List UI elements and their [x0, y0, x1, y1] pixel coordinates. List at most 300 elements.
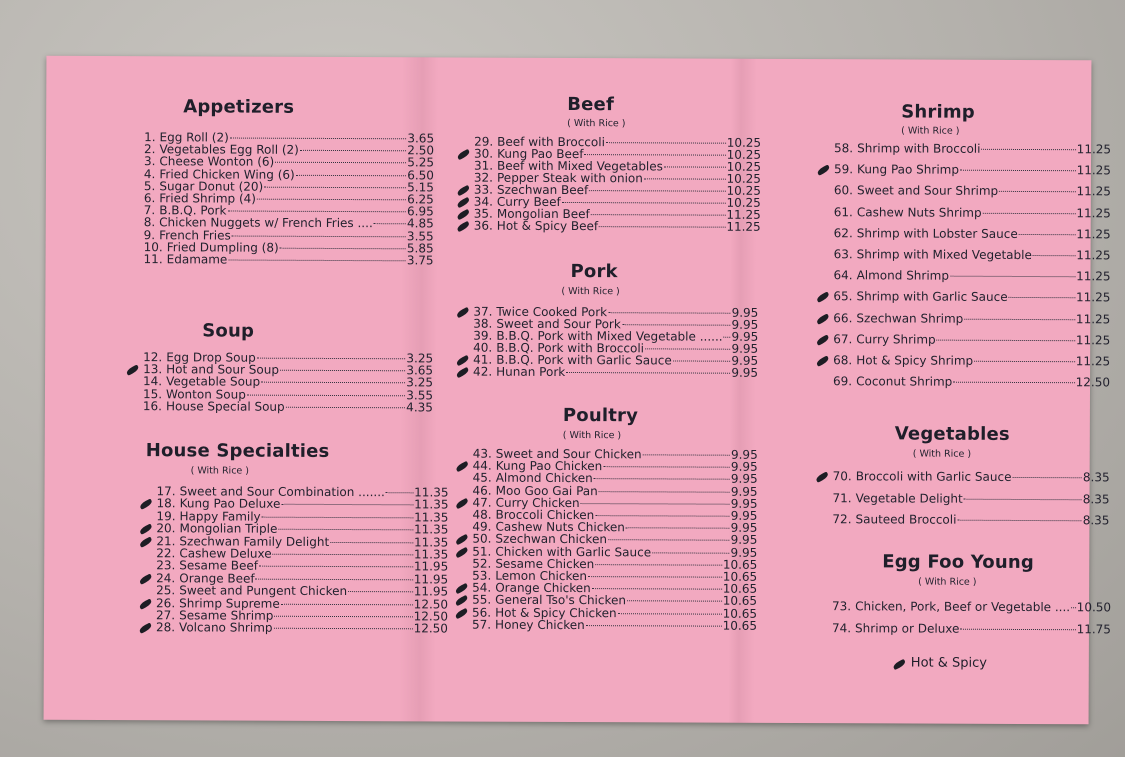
leader-dots	[348, 590, 413, 592]
item-name: Sesame Shrimp	[179, 608, 274, 623]
item-number: 25.	[156, 583, 176, 598]
leader-dots	[230, 137, 407, 140]
item-price: 11.95	[413, 559, 449, 574]
item-name: Volcano Shrimp	[179, 620, 273, 636]
leader-dots	[232, 234, 406, 237]
item-name: Hot & Spicy Chicken	[495, 605, 617, 620]
leader-dots	[581, 502, 730, 505]
leader-dots	[264, 185, 406, 188]
item-name: Cheese Wonton (6)	[159, 154, 275, 170]
item-number: 67.	[833, 331, 853, 347]
leader-dots	[274, 627, 413, 630]
item-price: 11.35	[413, 547, 449, 562]
item-price: 11.25	[1075, 311, 1111, 326]
leader-dots	[296, 173, 407, 175]
item-price: 3.75	[406, 253, 434, 268]
item-name: Chicken, Pork, Beef or Vegetable ....	[855, 599, 1071, 615]
item-price: 6.25	[407, 192, 434, 207]
panel-left	[84, 56, 449, 721]
item-number: 30.	[474, 146, 494, 161]
leader-dots	[603, 465, 730, 468]
leader-dots	[1071, 606, 1076, 608]
leader-dots	[1012, 476, 1081, 478]
menu-item-11	[144, 252, 434, 267]
leader-dots	[259, 565, 413, 568]
item-number: 61.	[833, 204, 853, 219]
leader-dots	[228, 259, 406, 262]
item-number: 57.	[471, 617, 492, 632]
pepper-icon	[454, 583, 468, 594]
item-number: 6.	[143, 191, 156, 206]
item-number: 50.	[472, 531, 492, 547]
item-price: 10.65	[722, 594, 758, 609]
item-price: 12.50	[413, 621, 448, 636]
item-name: Chicken Nuggets w/ French Fries ....	[159, 215, 373, 231]
item-price: 11.75	[1076, 621, 1111, 636]
item-name: Sweet and Sour Shrimp	[856, 183, 999, 199]
leader-dots	[256, 577, 413, 580]
item-price: 11.25	[726, 219, 761, 234]
item-name: Shrimp with Mixed Vegetable	[856, 247, 1032, 263]
item-price: 11.25	[1076, 163, 1111, 178]
item-name: Cashew Nuts Chicken	[495, 519, 625, 535]
leader-dots	[981, 148, 1075, 150]
leader-dots	[957, 519, 1081, 522]
item-name: B.B.Q. Pork with Mixed Vegetable ......	[496, 328, 723, 344]
item-number: 38.	[473, 316, 493, 331]
item-name: Almond Chicken	[495, 471, 593, 486]
item-name: Sweet and Pungent Chicken	[179, 583, 348, 599]
item-price: 10.65	[722, 557, 758, 572]
item-number: 23.	[156, 558, 176, 573]
leader-dots	[280, 369, 405, 372]
appetizers-heading: Appetizers	[183, 96, 295, 118]
item-price: 9.95	[730, 472, 758, 487]
pepper-icon	[455, 546, 469, 557]
pepper-icon	[456, 221, 470, 232]
leader-dots	[608, 311, 730, 314]
leader-dots	[257, 198, 406, 201]
item-price: 10.25	[726, 147, 762, 162]
pepper-icon	[454, 595, 468, 606]
soup-heading: Soup	[202, 320, 255, 342]
pepper-icon	[139, 573, 153, 584]
item-price: 8.35	[1082, 513, 1110, 528]
vegetables-heading: Vegetables	[894, 423, 1010, 445]
leader-dots	[643, 453, 730, 455]
item-number: 37.	[473, 304, 493, 319]
shrimp-heading: Shrimp	[901, 101, 975, 123]
item-name: Curry Shrimp	[856, 332, 936, 347]
leader-dots	[374, 223, 406, 225]
pepper-icon	[816, 334, 830, 345]
leader-dots	[286, 406, 406, 409]
leader-dots	[566, 371, 730, 374]
item-number: 33.	[473, 182, 493, 197]
pepper-icon	[139, 524, 153, 535]
item-name: Coconut Shrimp	[856, 374, 953, 389]
item-number: 63.	[833, 247, 853, 262]
item-number: 72.	[832, 512, 852, 527]
item-number: 74.	[831, 620, 852, 635]
item-name: Egg Drop Soup	[166, 350, 256, 365]
menu-item-63	[834, 247, 1111, 262]
menu-item-61	[834, 205, 1111, 220]
item-name: Szechwan Beef	[496, 182, 589, 198]
item-price: 10.65	[722, 618, 758, 633]
item-price: 9.95	[730, 508, 758, 523]
leader-dots	[588, 575, 722, 578]
item-price: 10.65	[722, 606, 758, 621]
item-name: Broccoli with Garlic Sauce	[855, 469, 1012, 484]
item-number: 49.	[472, 519, 492, 534]
hot-spicy-legend: Hot & Spicy	[910, 655, 988, 671]
item-price: 12.50	[413, 596, 449, 612]
item-name: Shrimp with Broccoli	[857, 141, 981, 156]
item-price: 9.95	[731, 329, 759, 344]
leader-dots	[591, 213, 726, 216]
house-specialties-subtitle: ( With Rice )	[190, 465, 250, 477]
item-name: Curry Beef	[496, 194, 561, 209]
item-number: 20.	[156, 521, 176, 536]
item-price: 12.50	[413, 609, 449, 624]
item-price: 9.95	[731, 305, 759, 320]
pepper-icon	[456, 209, 470, 220]
item-number: 40.	[473, 340, 493, 355]
beef-subtitle: ( With Rice )	[567, 117, 626, 130]
pepper-icon	[456, 149, 470, 160]
leader-dots	[300, 149, 406, 151]
item-name: Curry Chicken	[495, 495, 580, 510]
item-price: 5.15	[407, 180, 434, 195]
item-name: Honey Chicken	[495, 617, 585, 632]
item-price: 10.25	[726, 159, 762, 174]
item-name: Sweet and Sour Combination .......	[179, 484, 385, 500]
item-number: 47.	[472, 495, 492, 510]
item-number: 27.	[155, 608, 176, 623]
leader-dots	[595, 563, 722, 566]
menu-item-57	[472, 617, 757, 632]
item-price: 9.95	[730, 459, 758, 475]
item-price: 11.25	[1076, 142, 1112, 157]
menu-item-64	[833, 268, 1110, 283]
leader-dots	[281, 602, 413, 605]
item-number: 54.	[472, 580, 492, 595]
leader-dots	[274, 615, 412, 618]
leader-dots	[281, 503, 413, 506]
pepper-icon	[125, 365, 139, 376]
item-name: Egg Roll (2)	[159, 130, 229, 145]
item-number: 69.	[833, 374, 853, 389]
menu-item-68	[833, 353, 1110, 368]
item-price: 11.25	[1076, 227, 1111, 242]
item-name: Mongolian Beef	[496, 206, 590, 222]
leader-dots	[645, 347, 730, 349]
item-number: 52.	[472, 556, 492, 571]
leader-dots	[584, 153, 725, 156]
item-number: 28.	[155, 620, 176, 635]
leader-dots	[964, 497, 1082, 500]
pepper-icon	[816, 292, 830, 303]
leader-dots	[627, 600, 722, 602]
leader-dots	[644, 177, 726, 179]
item-price: 9.95	[730, 496, 758, 511]
menu-item-65	[833, 290, 1110, 305]
pork-subtitle: ( With Rice )	[561, 285, 620, 298]
item-name: Beef with Broccoli	[497, 134, 605, 150]
leader-dots	[592, 587, 722, 590]
item-price: 2.50	[407, 143, 435, 158]
menu-item-72	[832, 512, 1109, 527]
item-number: 36.	[473, 218, 493, 233]
item-price: 11.35	[414, 497, 449, 512]
item-price: 9.95	[730, 447, 758, 462]
item-name: House Special Soup	[165, 399, 285, 414]
menu-item-67	[833, 332, 1110, 347]
item-price: 10.25	[726, 171, 761, 186]
item-number: 70.	[832, 469, 852, 484]
item-number: 7.	[143, 203, 156, 218]
panel-right	[789, 59, 1112, 724]
item-name: Hunan Pork	[496, 364, 566, 379]
item-number: 68.	[833, 353, 853, 368]
item-number: 39.	[473, 328, 493, 343]
item-price: 10.25	[726, 183, 761, 198]
item-price: 11.35	[413, 522, 449, 537]
item-price: 9.95	[731, 317, 759, 332]
pepper-icon	[455, 355, 469, 366]
item-number: 53.	[472, 568, 492, 583]
item-number: 56.	[471, 605, 492, 620]
item-name: Chicken with Garlic Sauce	[495, 544, 652, 559]
menu-item-16	[143, 399, 433, 414]
poultry-subtitle: ( With Rice )	[562, 429, 622, 442]
item-number: 73.	[832, 599, 852, 614]
item-name: Cashew Nuts Shrimp	[856, 204, 982, 220]
item-price: 3.55	[406, 387, 434, 403]
item-name: Twice Cooked Pork	[496, 304, 608, 320]
leader-dots	[275, 161, 406, 164]
item-number: 71.	[832, 490, 852, 505]
item-number: 66.	[833, 310, 853, 325]
item-number: 5.	[143, 178, 156, 193]
item-number: 10.	[143, 239, 163, 255]
item-price: 10.25	[726, 195, 761, 210]
item-name: Kung Pao Deluxe	[179, 496, 281, 512]
item-name: Orange Chicken	[495, 580, 591, 596]
item-name: Sesame Chicken	[495, 556, 595, 571]
item-price: 6.95	[407, 204, 434, 219]
item-price: 9.95	[730, 545, 758, 560]
item-number: 14.	[143, 374, 163, 389]
item-number: 60.	[833, 183, 853, 198]
item-price: 5.85	[406, 241, 434, 256]
pepper-icon	[816, 165, 830, 176]
item-number: 65.	[833, 289, 853, 304]
item-number: 11.	[143, 252, 163, 267]
item-number: 3.	[143, 154, 156, 169]
leader-dots	[280, 247, 406, 250]
leader-dots	[247, 393, 405, 396]
pepper-icon	[138, 623, 152, 634]
item-price: 10.65	[722, 581, 758, 597]
item-price: 11.25	[1076, 205, 1111, 220]
item-number: 18.	[156, 496, 176, 511]
house-specialties-heading: House Specialties	[145, 440, 330, 462]
item-price: 4.85	[406, 216, 434, 231]
item-name: Hot & Spicy Shrimp	[856, 353, 974, 368]
leader-dots	[1009, 296, 1075, 298]
item-name: Szechwan Chicken	[495, 532, 607, 547]
item-name: Cashew Deluxe	[179, 546, 272, 561]
item-number: 42.	[473, 364, 493, 379]
pepper-icon	[139, 499, 153, 510]
leader-dots	[330, 541, 413, 543]
item-number: 55.	[472, 592, 492, 608]
leader-dots	[262, 515, 413, 518]
pork-heading: Pork	[570, 261, 618, 283]
menu-item-74	[832, 621, 1111, 636]
item-price: 12.50	[1075, 375, 1111, 390]
item-name: Shrimp with Lobster Sauce	[856, 226, 1018, 241]
leader-dots	[261, 381, 405, 384]
leader-dots	[586, 624, 722, 627]
item-number: 16.	[142, 398, 163, 414]
leader-dots	[953, 381, 1074, 384]
leader-dots	[595, 514, 729, 517]
menu-item-60	[834, 184, 1111, 199]
item-name: Fried Dumpling (8)	[166, 240, 279, 255]
leader-dots	[960, 169, 1076, 172]
item-name: Szechwan Family Delight	[179, 533, 330, 549]
item-name: Szechwan Shrimp	[856, 310, 964, 326]
item-number: 24.	[156, 571, 176, 586]
item-price: 10.50	[1076, 600, 1112, 615]
item-number: 12.	[143, 350, 163, 365]
item-name: Sesame Beef	[179, 558, 259, 574]
menu-item-28	[156, 621, 448, 636]
panel-middle	[429, 57, 782, 723]
leader-dots	[562, 201, 726, 204]
item-number: 29.	[474, 134, 494, 149]
leader-dots	[1019, 233, 1076, 235]
leader-dots	[950, 275, 1075, 278]
item-name: Sweet and Sour Pork	[496, 316, 621, 332]
egg-foo-young-subtitle: ( With Rice )	[918, 576, 977, 588]
item-price: 11.25	[1076, 248, 1111, 263]
item-number: 15.	[142, 386, 163, 401]
item-number: 48.	[472, 507, 492, 522]
menu-item-66	[833, 311, 1110, 326]
leader-dots	[983, 211, 1076, 213]
item-name: B.B.Q. Pork with Broccoli	[496, 340, 645, 356]
leader-dots	[608, 539, 730, 542]
pepper-icon	[815, 355, 829, 366]
item-price: 11.95	[413, 572, 449, 587]
leader-dots	[227, 210, 406, 213]
item-number: 32.	[473, 170, 494, 185]
item-number: 31.	[473, 158, 494, 173]
item-number: 43.	[472, 446, 492, 461]
item-number: 64.	[833, 268, 853, 283]
menu-item-58	[834, 141, 1111, 156]
pepper-icon	[455, 461, 469, 472]
item-number: 1.	[144, 130, 156, 145]
item-price: 9.95	[731, 353, 759, 368]
item-number: 2.	[144, 142, 156, 157]
pepper-icon	[138, 598, 152, 609]
item-price: 10.65	[722, 569, 758, 584]
leader-dots	[937, 338, 1075, 341]
egg-foo-young-heading: Egg Foo Young	[882, 551, 1035, 574]
leader-dots	[599, 490, 730, 493]
leader-dots	[673, 359, 731, 361]
item-name: French Fries	[159, 227, 231, 243]
pepper-icon	[892, 659, 906, 670]
item-price: 11.25	[1075, 333, 1111, 348]
item-number: 46.	[472, 483, 492, 498]
item-number: 4.	[143, 166, 156, 181]
item-name: Almond Shrimp	[856, 268, 950, 283]
item-price: 11.35	[414, 510, 449, 525]
item-name: Fried Chicken Wing (6)	[159, 166, 295, 182]
item-price: 3.55	[406, 228, 434, 244]
item-name: Lemon Chicken	[495, 568, 588, 584]
leader-dots	[974, 360, 1075, 362]
item-price: 5.25	[407, 155, 435, 170]
leader-dots	[622, 323, 731, 325]
item-name: Edamame	[166, 252, 228, 267]
item-name: Vegetables Egg Roll (2)	[159, 142, 299, 158]
item-name: Sauteed Broccoli	[855, 512, 957, 527]
item-number: 59.	[833, 162, 854, 177]
menu-item-71	[833, 491, 1110, 506]
leader-dots	[1033, 254, 1075, 256]
item-name: Beef with Mixed Vegetables	[497, 158, 663, 174]
menu-item-62	[834, 226, 1111, 241]
item-number: 62.	[833, 225, 853, 241]
item-name: Mongolian Triple	[179, 521, 278, 536]
item-number: 22.	[156, 546, 176, 561]
item-name: Shrimp with Garlic Sauce	[856, 289, 1008, 305]
item-name: Moo Goo Gai Pan	[495, 483, 598, 498]
menu-item-42	[473, 365, 758, 380]
item-price: 11.25	[1076, 184, 1111, 199]
item-price: 8.35	[1082, 470, 1110, 485]
item-number: 8.	[143, 215, 156, 230]
item-name: B.B.Q. Pork with Garlic Sauce	[496, 352, 672, 368]
leader-dots	[278, 528, 413, 531]
pepper-icon	[815, 471, 829, 482]
item-name: Vegetable Soup	[166, 374, 261, 390]
item-name: Pepper Steak with onion	[496, 170, 643, 186]
item-name: Sweet and Sour Chicken	[495, 446, 642, 462]
poultry-heading: Poultry	[562, 404, 639, 427]
leader-dots	[964, 317, 1075, 319]
item-price: 6.50	[407, 167, 434, 183]
item-number: 45.	[472, 470, 492, 486]
leader-dots	[618, 612, 722, 614]
item-number: 19.	[156, 509, 176, 524]
item-name: Wonton Soup	[166, 386, 246, 402]
leader-dots	[664, 165, 726, 167]
pepper-icon	[454, 607, 468, 618]
item-number: 9.	[143, 227, 156, 242]
shrimp-subtitle: ( With Rice )	[901, 125, 960, 137]
vegetables-subtitle: ( With Rice )	[912, 448, 972, 460]
menu-item-69	[833, 374, 1110, 389]
leader-dots	[626, 526, 730, 528]
